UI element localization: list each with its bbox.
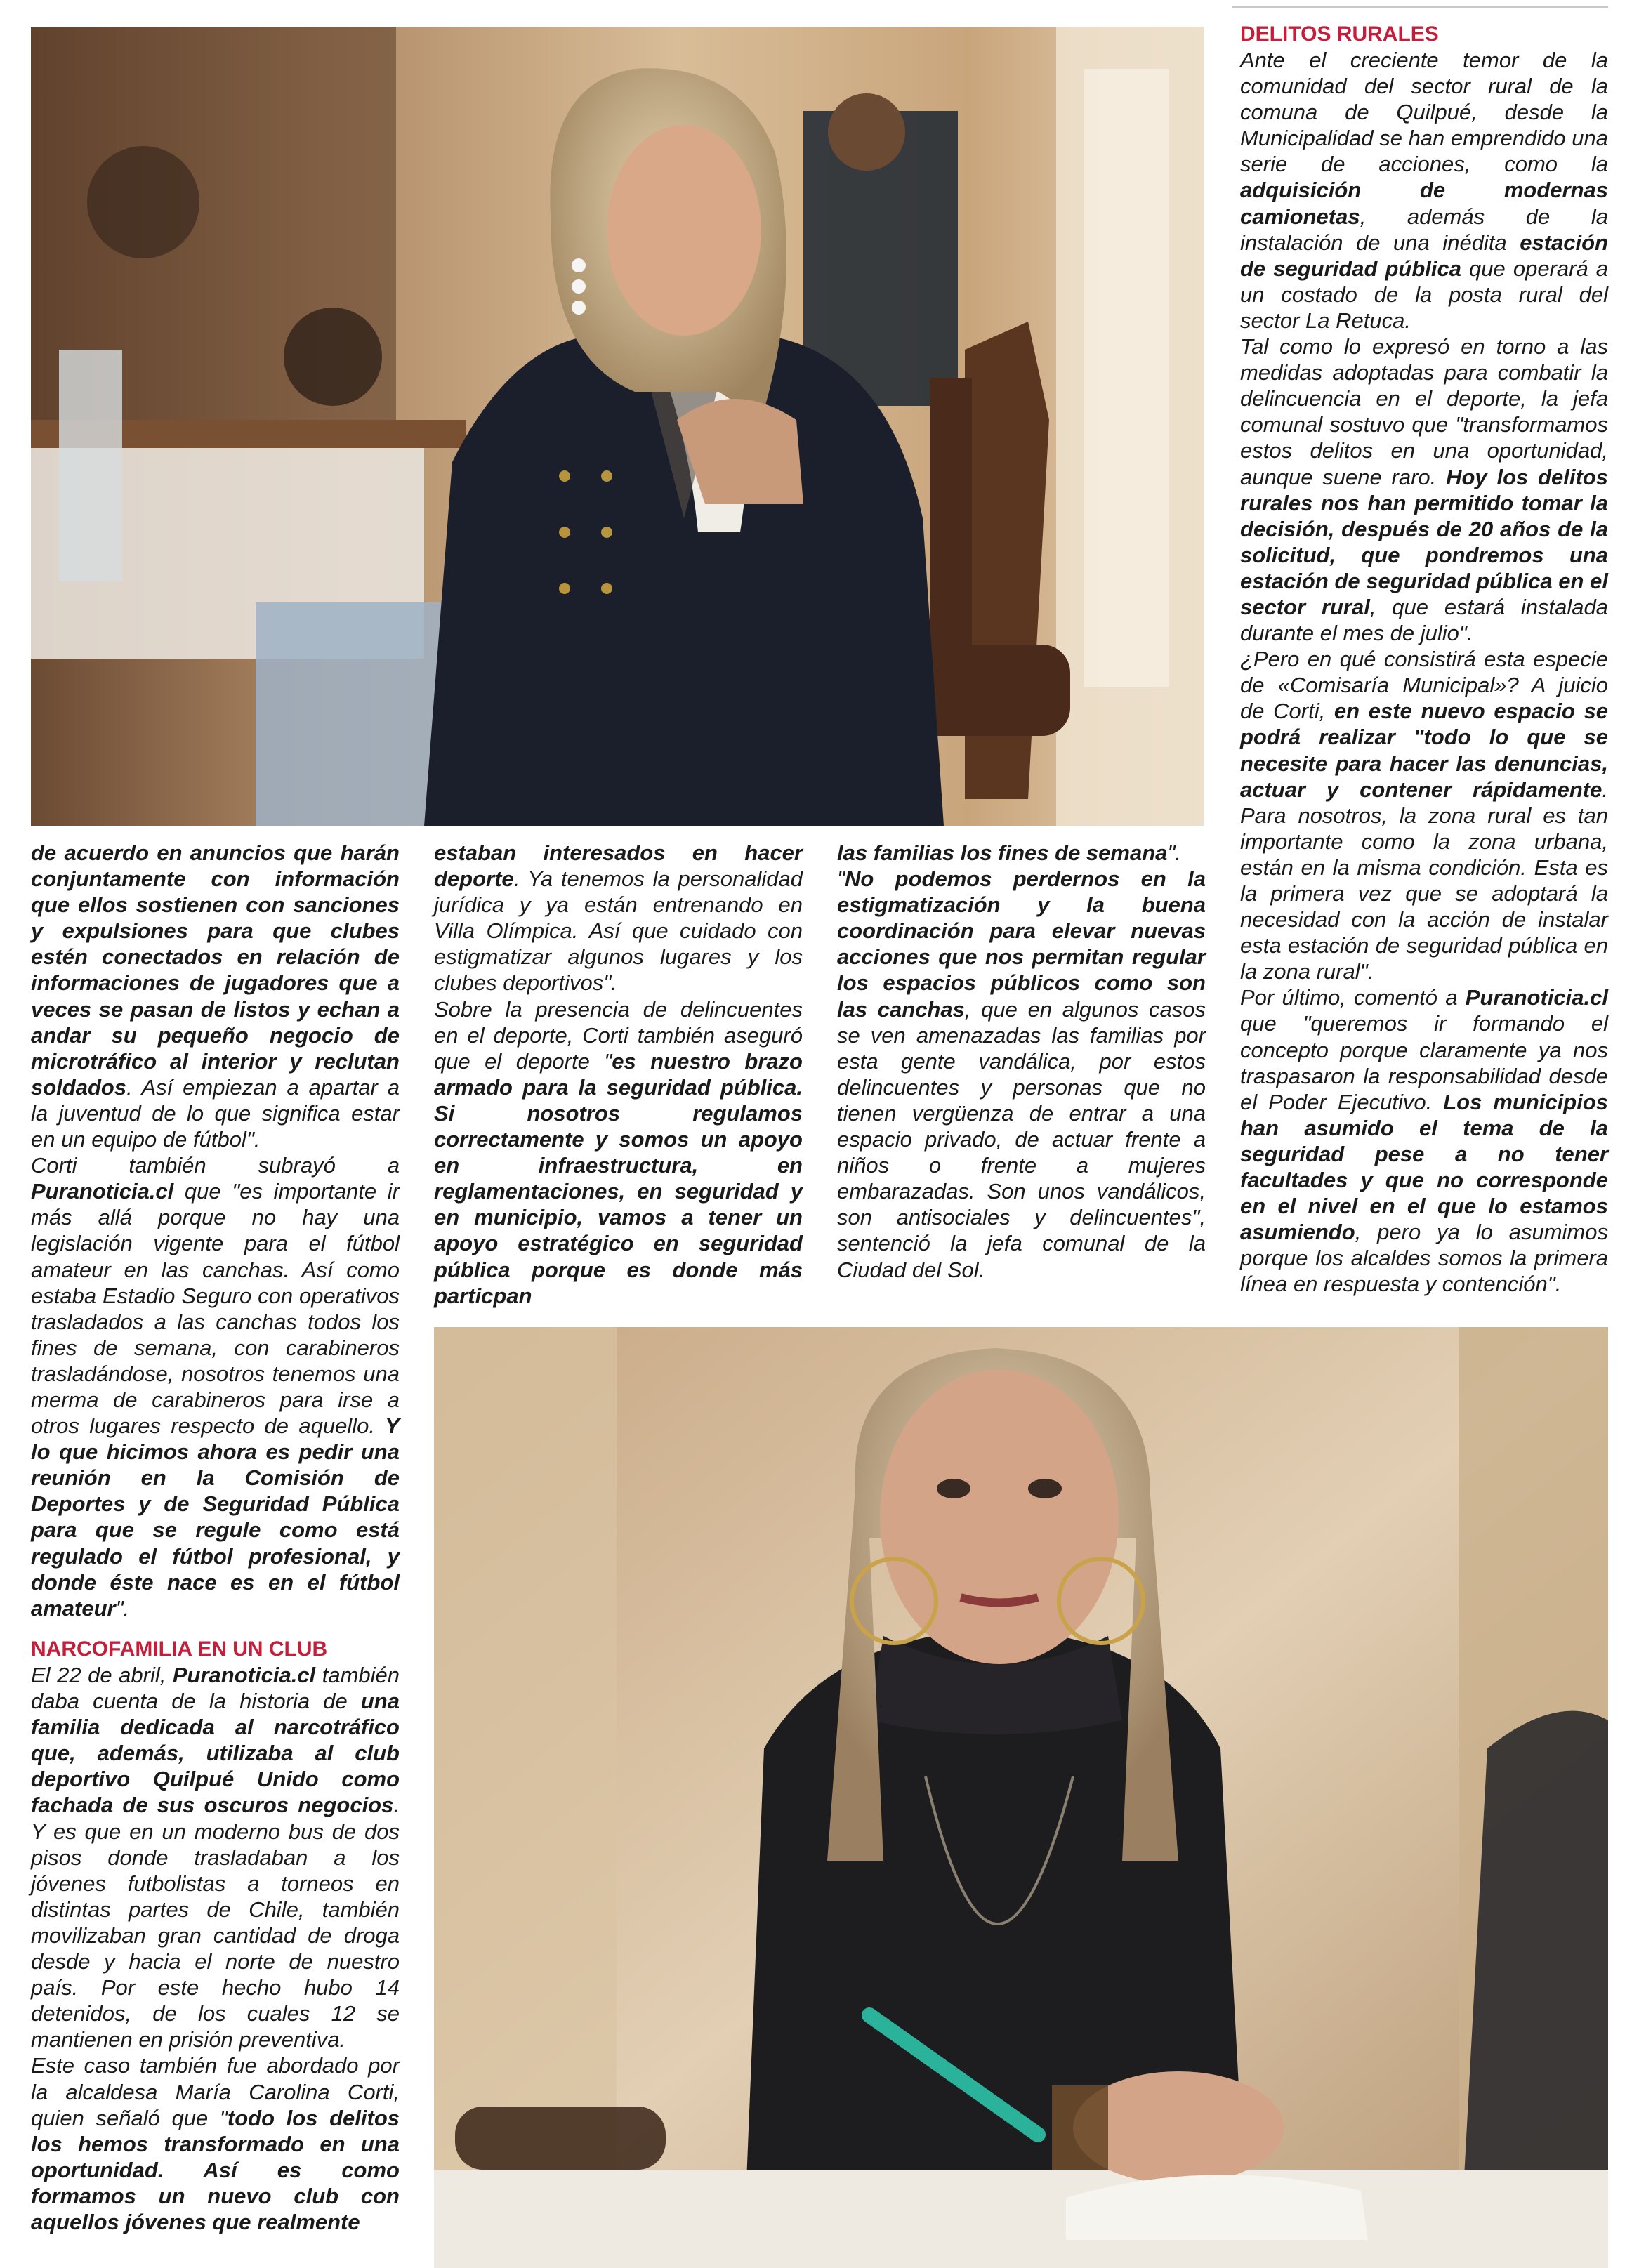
bold-text-run: Los municipios han asumido el tema de la seguridad pese a no tener facultades y que no corresponde en el nivel en el que lo estamos asumiendo: [1240, 1089, 1608, 1245]
col1-paragraph-3: [31, 1662, 400, 2052]
bold-text-run: adquisición de modernas camionetas: [1240, 178, 1608, 229]
text-run: . Y es que en un moderno bus de dos pisos donde trasladaban a los jóvenes futbolistas a torneos en distintas partes de Chile, también movilizaban gran cantidad de droga desde y hacia el norte de nuestro país. Por este hecho hubo 14 detenidos, de los cuales 12 se mantienen en prisión preventiva.: [31, 1793, 400, 2052]
photo-woman-seated: [31, 27, 1204, 826]
text-run: El 22 de abril,: [31, 1663, 173, 1687]
col2-paragraph-2: [434, 996, 803, 1309]
photo-top-image: [31, 27, 1204, 826]
col4-paragraph-4: [1240, 984, 1608, 1297]
text-run: . Para nosotros, la zona rural es tan importante como la zona urbana, están en la misma condición. Esta es la primera vez que se adoptará la necesidad con la acción de instalar esta estación de seguridad pública en la zona rural".: [1240, 777, 1608, 984]
photo-bottom-image: [434, 1327, 1608, 2268]
text-run: , además de la instalación de una inédita: [1240, 204, 1608, 255]
col1-paragraph-2: [31, 1152, 400, 1621]
bold-text-run: Puranoticia.cl: [1465, 985, 1608, 1010]
bold-text-run: en este nuevo espacio se podrá realizar "todo lo que se necesite para hacer las denuncias, actuar y contener rápidamente: [1240, 699, 1608, 802]
text-run: Ante el creciente temor de la comunidad del sector rural de la comuna de Quilpué, desde la Municipalidad se han emprendido una serie de acciones, como la: [1240, 48, 1608, 177]
text-run: . Ya tenemos la personalidad jurídica y ya están entrenando en Villa Olímpica. Así que cuidado con estigmatizar algunos lugares y los clubes deportivos".: [434, 866, 803, 996]
photo-woman-writing: [434, 1327, 1608, 2268]
bold-text-run: Hoy los delitos rurales nos han permitido tomar la decisión, después de 20 años de la solicitud, que pondremos una estación de seguridad pública en el sector rural: [1240, 464, 1608, 619]
text-run: ": [837, 866, 845, 892]
col1-paragraph-1: [31, 840, 400, 1152]
bold-text-run: Puranoticia.cl: [31, 1179, 174, 1204]
bold-text-run: No podemos perdernos en la estigmatización y la buena coordinación para elevar nuevas acciones que nos permitan regular los espacios públicos como son las canchas: [837, 866, 1206, 1022]
bold-text-run: Puranoticia.cl: [172, 1663, 316, 1687]
text-run: ".: [115, 1595, 130, 1621]
text-run: , que en algunos casos se ven amenazadas las familias por esta gente vandálica, por estos delincuentes y personas que no tienen vergüenza de entrar a una espacio privado, de actuar frente a niños o frente a mujeres embarazadas. Son unos vandálicos, son antisociales y delincuentes", sentenció la jefa comunal de la Ciudad del Sol.: [837, 996, 1206, 1282]
section-title-delitos-rurales: DELITOS RURALES: [1240, 22, 1439, 46]
section-title-narcofamilia: NARCOFAMILIA EN UN CLUB: [31, 1637, 328, 1661]
col4-paragraph-1: [1240, 47, 1608, 334]
bold-text-run: Y lo que hicimos ahora es pedir una reunión en la Comisión de Deportes y de Seguridad Pública para que se regule como está regulado el fútbol profesional, y donde éste nace es en el fútbol amateur: [31, 1413, 400, 1621]
text-run: . Así empiezan a apartar a la juventud de lo que significa estar en un equipo de fútbol".: [31, 1074, 400, 1152]
column-1: [31, 840, 400, 1621]
bold-text-run: es nuestro brazo armado para la seguridad pública. Si nosotros regulamos correctamente y somos un apoyo en infraestructura, en reglamentaciones, en seguridad y en municipio, vamos a tener un apoyo estratégico en seguridad pública porque es donde más particpan: [434, 1048, 803, 1308]
col3-paragraph-2: [837, 866, 1206, 1283]
text-run: Corti también subrayó a: [31, 1153, 400, 1178]
bold-text-run: una familia dedicada al narcotráfico que, además, utilizaba al club deportivo Quilpué Unido como fachada de sus oscuros negocios: [31, 1689, 400, 1818]
text-run: Este caso también fue abordado por la alcaldesa María Carolina Corti, quien señaló que ": [31, 2053, 400, 2130]
column-4-delitos-rurales: [1240, 21, 1608, 1298]
col1-paragraph-4: [31, 2052, 400, 2235]
col2-paragraph-1: [434, 840, 803, 996]
top-rule: [1232, 6, 1608, 8]
text-run: Tal como lo expresó en torno a las medidas adoptadas para combatir la delincuencia en el deporte, la jefa comunal sostuvo que "transformamos estos delitos en una oportunidad, aunque suene raro.: [1240, 334, 1608, 489]
column-1-section-narcofamilia: [31, 1636, 400, 2235]
text-run: que "queremos ir formando el concepto porque claramente ya nos traspasaron la responsabilidad desde el Poder Ejecutivo.: [1240, 1011, 1608, 1114]
text-run: , pero ya lo asumimos porque los alcaldes somos la primera línea en respuesta y contención".: [1240, 1220, 1608, 1297]
column-2: [434, 840, 803, 1309]
col4-paragraph-2: [1240, 334, 1608, 646]
text-run: ¿Pero en qué consistirá esta especie de «Comisaría Municipal»? A juicio de Corti,: [1240, 647, 1608, 724]
text-run: Sobre la presencia de delincuentes en el deporte, Corti también aseguró que el deporte ": [434, 996, 803, 1074]
bold-text-run: de acuerdo en anuncios que harán conjuntamente con información que ellos sostienen con sanciones y expulsiones para que clubes estén conectados en relación de informaciones de jugadores que a veces se pasan de listos y echan a andar su pequeño negocio de microtráfico al interior y reclutan soldados: [31, 840, 400, 1100]
bold-text-run: estación de seguridad pública: [1240, 230, 1608, 281]
bold-text-run: estaban interesados en hacer deporte: [434, 840, 803, 892]
text-run: que "es importante ir más allá porque no hay una legislación vigente para el fútbol amateur en las canchas. Así como estaba Estadio Seguro con operativos trasladados a las canchas todos los fines de semana, con carabineros trasladándose, nosotros tenemos una merma de carabineros para irse a otros lugares respecto de aquello.: [31, 1179, 400, 1439]
column-3: [837, 840, 1206, 1283]
col3-paragraph-1: [837, 840, 1206, 866]
text-run: Por último, comentó a: [1240, 985, 1466, 1010]
bold-text-run: las familias los fines de semana: [837, 840, 1168, 865]
text-run: , que estará instalada durante el mes de julio".: [1240, 594, 1608, 646]
text-run: ".: [1167, 840, 1182, 865]
col4-paragraph-3: [1240, 646, 1608, 984]
text-run: que operará a un costado de la posta rural del sector La Retuca.: [1240, 256, 1609, 333]
text-run: también daba cuenta de la historia de: [31, 1663, 400, 1714]
bold-text-run: todo los delitos los hemos transformado en una oportunidad. Así es como formamos un nuevo club con aquellos jóvenes que realmente: [31, 2105, 400, 2234]
